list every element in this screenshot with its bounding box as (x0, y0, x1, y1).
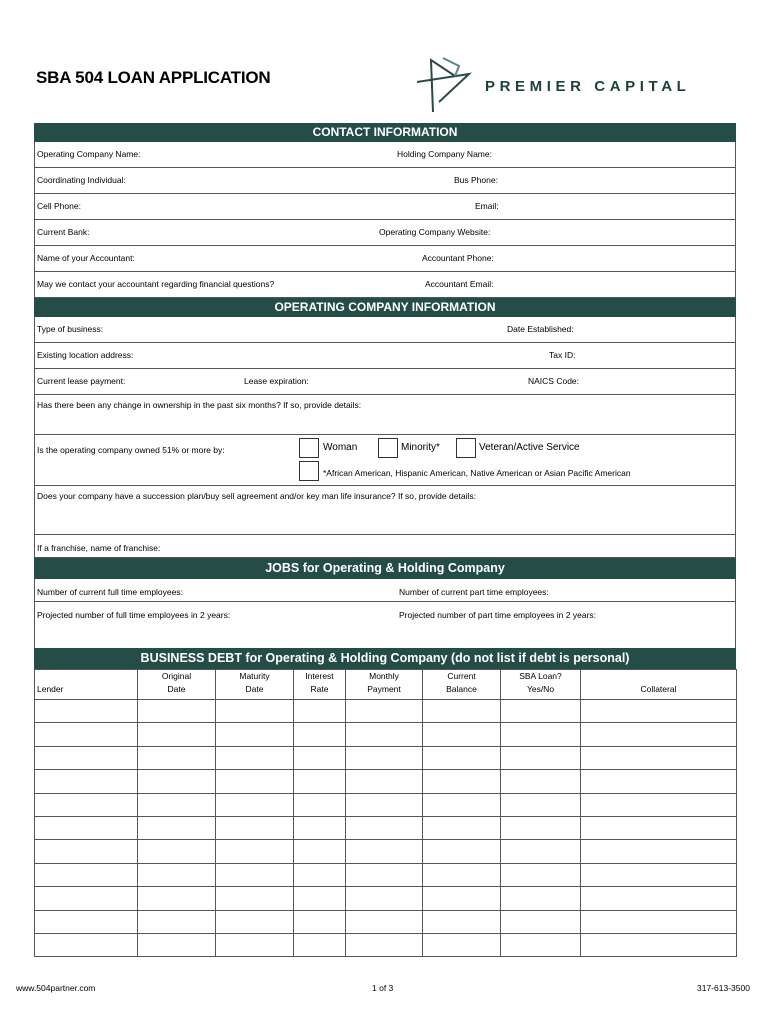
debt-entry-cell[interactable] (423, 770, 501, 793)
debt-entry-cell[interactable] (501, 840, 581, 863)
jobs-row[interactable] (34, 579, 736, 602)
debt-entry-cell[interactable] (294, 793, 346, 816)
email-label: Email: (475, 201, 499, 211)
debt-entry-cell[interactable] (138, 746, 216, 769)
date-established-label: Date Established: (507, 324, 574, 334)
debt-entry-cell[interactable] (294, 700, 346, 723)
debt-entry-cell[interactable] (138, 840, 216, 863)
debt-entry-cell[interactable] (138, 933, 216, 956)
debt-entry-cell[interactable] (581, 816, 737, 839)
contact-row[interactable] (34, 194, 736, 220)
woman-checkbox[interactable] (299, 438, 319, 458)
debt-entry-cell[interactable] (346, 863, 423, 886)
lease-expiration-label: Lease expiration: (244, 376, 309, 386)
table-row (35, 840, 737, 863)
debt-entry-cell[interactable] (35, 933, 138, 956)
debt-entry-cell[interactable] (216, 887, 294, 910)
debt-entry-cell[interactable] (423, 933, 501, 956)
debt-entry-cell[interactable] (294, 840, 346, 863)
debt-entry-cell[interactable] (423, 793, 501, 816)
cell-phone-label: Cell Phone: (37, 201, 81, 211)
star-arrow-logo-icon (415, 56, 477, 118)
jobs-section-header: JOBS for Operating & Holding Company (34, 558, 736, 579)
accountant-email-label: Accountant Email: (425, 279, 494, 289)
debt-entry-cell[interactable] (216, 746, 294, 769)
succession-row[interactable] (34, 486, 736, 535)
debt-entry-cell[interactable] (216, 700, 294, 723)
debt-entry-cell[interactable] (581, 887, 737, 910)
debt-entry-cell[interactable] (35, 793, 138, 816)
operating-row[interactable] (34, 317, 736, 343)
current-bank-label: Current Bank: (37, 227, 90, 237)
debt-section-header: BUSINESS DEBT for Operating & Holding Company (do not list if debt is personal) (34, 648, 736, 669)
jobs-row[interactable] (34, 602, 736, 625)
naics-code-label: NAICS Code: (528, 376, 580, 386)
footer-phone: 317-613-3500 (697, 983, 750, 993)
part-time-employees-label: Number of current part time employees: (399, 587, 549, 597)
full-time-employees-label: Number of current full time employees: (37, 587, 183, 597)
debt-entry-cell[interactable] (501, 933, 581, 956)
operating-row[interactable] (34, 369, 736, 395)
debt-entry-cell[interactable] (216, 793, 294, 816)
accountant-name-label: Name of your Accountant: (37, 253, 135, 263)
holding-company-name-label: Holding Company Name: (397, 149, 492, 159)
column-header-interest-rate: Interest Rate (294, 670, 346, 700)
debt-entry-cell[interactable] (346, 910, 423, 933)
debt-entry-cell[interactable] (35, 700, 138, 723)
debt-entry-cell[interactable] (346, 933, 423, 956)
ownership-change-row[interactable] (34, 395, 736, 435)
debt-entry-cell[interactable] (423, 887, 501, 910)
current-lease-payment-label: Current lease payment: (37, 376, 126, 386)
logo-text: PREMIER CAPITAL (485, 78, 691, 95)
debt-entry-cell[interactable] (294, 723, 346, 746)
woman-option-label: Woman (323, 442, 358, 453)
projected-part-time-label: Projected number of part time employees in 2 years: (399, 610, 597, 620)
debt-entry-cell[interactable] (423, 723, 501, 746)
debt-entry-cell[interactable] (138, 910, 216, 933)
debt-entry-cell[interactable] (501, 793, 581, 816)
page-title: SBA 504 LOAN APPLICATION (36, 68, 271, 87)
bus-phone-label: Bus Phone: (454, 175, 498, 185)
minority-note-checkbox[interactable] (299, 461, 319, 481)
debt-entry-cell[interactable] (138, 793, 216, 816)
debt-entry-cell[interactable] (35, 816, 138, 839)
debt-entry-cell[interactable] (138, 816, 216, 839)
debt-entry-cell[interactable] (216, 863, 294, 886)
debt-entry-cell[interactable] (581, 910, 737, 933)
debt-entry-cell[interactable] (216, 933, 294, 956)
operating-company-name-label: Operating Company Name: (37, 149, 141, 159)
veteran-option-label: Veteran/Active Service (479, 442, 580, 453)
debt-entry-cell[interactable] (501, 887, 581, 910)
debt-entry-cell[interactable] (501, 863, 581, 886)
debt-entry-cell[interactable] (216, 816, 294, 839)
debt-table-body (35, 700, 737, 957)
contact-accountant-question-label: May we contact your accountant regarding financial questions? (37, 279, 275, 289)
minority-checkbox[interactable] (378, 438, 398, 458)
contact-row[interactable] (34, 246, 736, 272)
debt-entry-cell[interactable] (294, 910, 346, 933)
debt-entry-cell[interactable] (346, 723, 423, 746)
debt-entry-cell[interactable] (294, 887, 346, 910)
contact-row[interactable] (34, 142, 736, 168)
table-row (35, 816, 737, 839)
operating-row[interactable] (34, 343, 736, 369)
table-row (35, 863, 737, 886)
minority-option-label: Minority* (401, 442, 440, 453)
debt-entry-cell[interactable] (423, 816, 501, 839)
debt-entry-cell[interactable] (501, 746, 581, 769)
jobs-spacer-row (34, 625, 736, 648)
franchise-row[interactable] (34, 535, 736, 558)
debt-entry-cell[interactable] (216, 770, 294, 793)
debt-entry-cell[interactable] (581, 746, 737, 769)
debt-entry-cell[interactable] (35, 723, 138, 746)
debt-entry-cell[interactable] (501, 770, 581, 793)
veteran-checkbox[interactable] (456, 438, 476, 458)
succession-plan-label: Does your company have a succession plan/buy sell agreement and/or key man life insurance? If so, provide details: (37, 491, 476, 501)
debt-entry-cell[interactable] (501, 723, 581, 746)
debt-entry-cell[interactable] (294, 933, 346, 956)
table-row (35, 770, 737, 793)
debt-entry-cell[interactable] (35, 770, 138, 793)
table-row (35, 933, 737, 956)
column-header-maturity-date: Maturity Date (216, 670, 294, 700)
debt-entry-cell[interactable] (581, 723, 737, 746)
debt-entry-cell[interactable] (501, 700, 581, 723)
debt-entry-cell[interactable] (423, 840, 501, 863)
table-row (35, 746, 737, 769)
coordinating-individual-label: Coordinating Individual: (37, 175, 126, 185)
operating-section-header: OPERATING COMPANY INFORMATION (34, 298, 736, 317)
debt-entry-cell[interactable] (138, 770, 216, 793)
business-debt-table (34, 669, 737, 957)
debt-entry-cell[interactable] (294, 770, 346, 793)
debt-entry-cell[interactable] (216, 910, 294, 933)
debt-entry-cell[interactable] (581, 840, 737, 863)
existing-location-label: Existing location address: (37, 350, 134, 360)
ownership-change-label: Has there been any change in ownership in the past six months? If so, provide details: (37, 400, 362, 410)
debt-entry-cell[interactable] (35, 887, 138, 910)
debt-entry-cell[interactable] (423, 746, 501, 769)
accountant-phone-label: Accountant Phone: (422, 253, 494, 263)
debt-entry-cell[interactable] (35, 840, 138, 863)
debt-entry-cell[interactable] (216, 840, 294, 863)
debt-entry-cell[interactable] (581, 700, 737, 723)
column-header-original-date: Original Date (138, 670, 216, 700)
debt-entry-cell[interactable] (138, 887, 216, 910)
minority-note-label: *African American, Hispanic American, Native American or Asian Pacific American (323, 468, 631, 478)
column-header-lender: Lender (35, 670, 138, 700)
debt-entry-cell[interactable] (216, 723, 294, 746)
debt-entry-cell[interactable] (501, 910, 581, 933)
debt-entry-cell[interactable] (346, 700, 423, 723)
debt-entry-cell[interactable] (423, 700, 501, 723)
debt-entry-cell[interactable] (138, 863, 216, 886)
debt-entry-cell[interactable] (35, 863, 138, 886)
column-header-current-balance: Current Balance (423, 670, 501, 700)
debt-entry-cell[interactable] (423, 910, 501, 933)
debt-entry-cell[interactable] (346, 887, 423, 910)
debt-entry-cell[interactable] (294, 746, 346, 769)
contact-row[interactable] (34, 220, 736, 246)
debt-entry-cell[interactable] (35, 910, 138, 933)
table-row (35, 793, 737, 816)
franchise-label: If a franchise, name of franchise: (37, 543, 161, 553)
debt-entry-cell[interactable] (423, 863, 501, 886)
type-of-business-label: Type of business: (37, 324, 104, 334)
application-form (34, 123, 736, 957)
contact-row[interactable] (34, 168, 736, 194)
ownership-type-row (34, 435, 736, 486)
debt-header-row (35, 670, 737, 700)
footer-page-number: 1 of 3 (372, 983, 394, 993)
column-header-monthly-payment: Monthly Payment (346, 670, 423, 700)
debt-entry-cell[interactable] (346, 770, 423, 793)
column-header-sba-loan: SBA Loan? Yes/No (501, 670, 581, 700)
table-row (35, 910, 737, 933)
operating-company-website-label: Operating Company Website: (379, 227, 491, 237)
debt-entry-cell[interactable] (346, 816, 423, 839)
debt-entry-cell[interactable] (581, 770, 737, 793)
debt-entry-cell[interactable] (294, 863, 346, 886)
contact-section-header: CONTACT INFORMATION (34, 123, 736, 142)
debt-entry-cell[interactable] (581, 793, 737, 816)
debt-entry-cell[interactable] (501, 816, 581, 839)
table-row (35, 723, 737, 746)
debt-entry-cell[interactable] (581, 933, 737, 956)
projected-full-time-label: Projected number of full time employees in 2 years: (37, 610, 231, 620)
tax-id-label: Tax ID: (549, 350, 576, 360)
column-header-collateral: Collateral (581, 670, 737, 700)
table-row (35, 887, 737, 910)
debt-entry-cell[interactable] (138, 700, 216, 723)
table-row (35, 700, 737, 723)
debt-entry-cell[interactable] (294, 816, 346, 839)
debt-entry-cell[interactable] (581, 863, 737, 886)
debt-entry-cell[interactable] (35, 746, 138, 769)
contact-row[interactable] (34, 272, 736, 298)
debt-entry-cell[interactable] (346, 746, 423, 769)
debt-entry-cell[interactable] (346, 840, 423, 863)
debt-entry-cell[interactable] (138, 723, 216, 746)
owned-question-label: Is the operating company owned 51% or more by: (37, 445, 225, 455)
footer-website[interactable]: www.504partner.com (16, 983, 96, 993)
debt-entry-cell[interactable] (346, 793, 423, 816)
